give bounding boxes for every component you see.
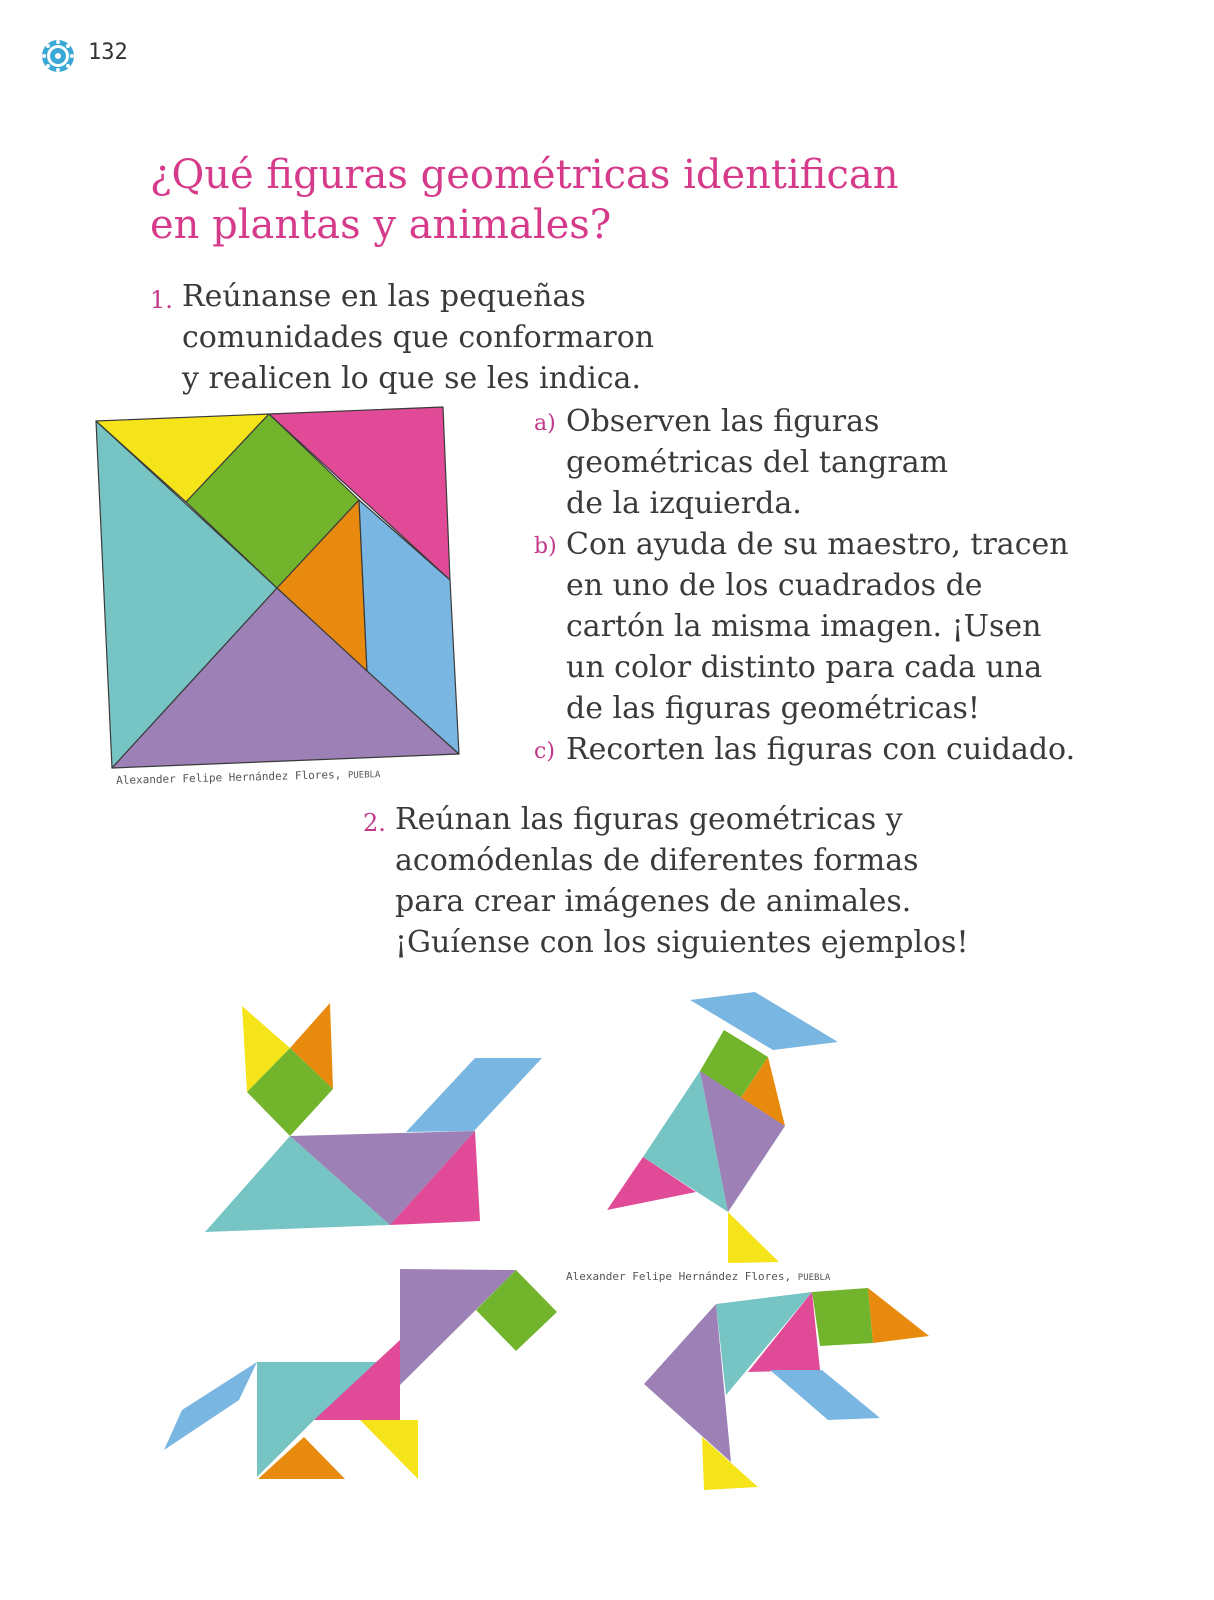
tangram-dog-illustration xyxy=(160,1265,560,1490)
step-2-line: acomódenlas de diferentes formas xyxy=(395,843,919,878)
substep-b-letter: b) xyxy=(534,534,557,559)
substep-a xyxy=(534,401,949,524)
title-line-1: ¿Qué figuras geométricas identifican xyxy=(150,152,899,198)
substep-a-letter: a) xyxy=(534,411,556,436)
page-title xyxy=(150,150,1010,250)
bird-foot-yellow xyxy=(728,1212,779,1263)
title-line-2: en plantas y animales? xyxy=(150,202,612,248)
animals-credit: Alexander Felipe Hernández Flores, PUEBLA xyxy=(566,1270,831,1283)
substep-a-line: Observen las figuras xyxy=(566,404,880,439)
step-1-line: comunidades que conformaron xyxy=(182,320,655,355)
duck-head-green xyxy=(812,1288,873,1346)
tangram-duck-illustration xyxy=(640,1282,935,1494)
substep-b-line: en uno de los cuadrados de xyxy=(566,568,983,603)
substep-b-line: de las figuras geométricas! xyxy=(566,691,980,726)
page-number: 132 xyxy=(88,40,128,65)
duck-tail-purple xyxy=(644,1304,731,1462)
substep-b-line: un color distinto para cada una xyxy=(566,650,1043,685)
step-2-line: Reúnan las figuras geométricas y xyxy=(395,802,903,837)
substep-c xyxy=(534,729,1076,770)
step-1-line: Reúnanse en las pequeñas xyxy=(182,279,586,314)
step-1-line: y realicen lo que se les indica. xyxy=(182,361,641,396)
step-2-line: ¡Guíense con los siguientes ejemplos! xyxy=(395,925,969,960)
step-2 xyxy=(363,799,969,963)
duck-foot-yellow xyxy=(702,1437,758,1490)
step-1 xyxy=(150,276,655,399)
tangram-bird-illustration xyxy=(600,985,845,1265)
substep-b xyxy=(534,524,1069,729)
substep-c-line: Recorten las figuras con cuidado. xyxy=(566,732,1076,767)
tangram-credit: Alexander Felipe Hernández Flores, PUEBLA xyxy=(116,768,381,787)
substep-b-line: Con ayuda de su maestro, tracen xyxy=(566,527,1069,562)
dog-tail-blue xyxy=(164,1362,257,1450)
step-1-number: 1. xyxy=(150,286,173,314)
substep-c-letter: c) xyxy=(534,739,555,764)
cat-tail-blue xyxy=(406,1058,542,1132)
substep-b-line: cartón la misma imagen. ¡Usen xyxy=(566,609,1042,644)
sun-flower-icon xyxy=(40,38,76,74)
step-2-line: para crear imágenes de animales. xyxy=(395,884,912,919)
substep-a-line: de la izquierda. xyxy=(566,486,802,521)
duck-beak-orange xyxy=(868,1288,929,1343)
step-2-number: 2. xyxy=(363,809,386,837)
substep-a-line: geométricas del tangram xyxy=(566,445,949,480)
dog-leg-yellow xyxy=(360,1420,418,1479)
tangram-cat-illustration xyxy=(200,1000,545,1240)
tangram-square-illustration xyxy=(90,400,470,770)
bird-crest-blue xyxy=(690,992,838,1050)
duck-leg-blue xyxy=(770,1370,880,1420)
